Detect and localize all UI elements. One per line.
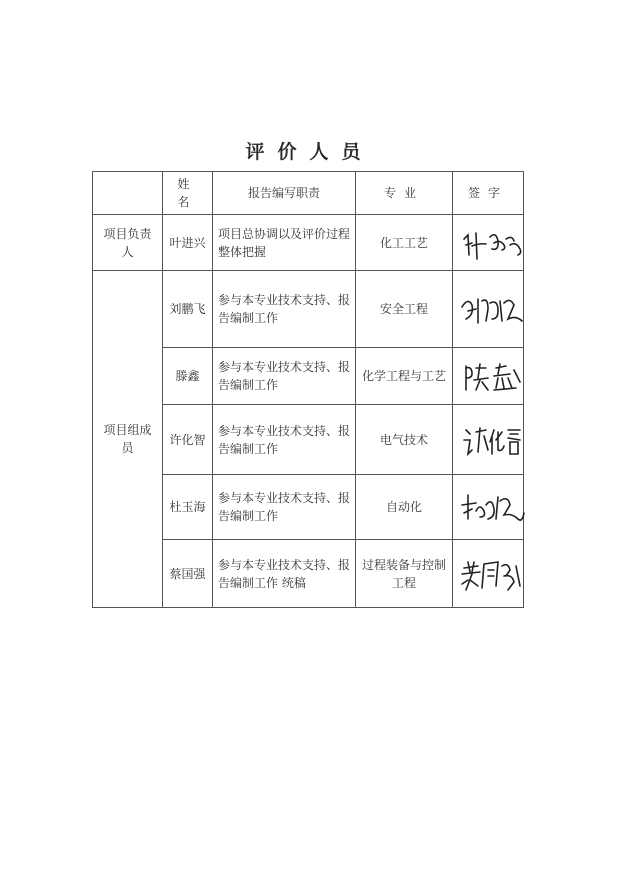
table-row bbox=[93, 215, 524, 271]
member-major: 化学工程与工艺 bbox=[356, 348, 453, 405]
member-duty: 参与本专业技术支持、报告编制工作 bbox=[213, 271, 356, 348]
header-duty: 报告编写职责 bbox=[213, 172, 356, 215]
member-name: 滕鑫 bbox=[163, 348, 213, 405]
header-major: 专业 bbox=[356, 172, 453, 215]
member-name: 刘鹏飞 bbox=[163, 271, 213, 348]
member-major: 安全工程 bbox=[356, 271, 453, 348]
member-name: 蔡国强 bbox=[163, 540, 213, 608]
member-name: 杜玉海 bbox=[163, 475, 213, 540]
handwritten-signature bbox=[458, 550, 528, 598]
signature-cell bbox=[453, 271, 524, 348]
handwritten-signature bbox=[458, 352, 528, 400]
header-signature: 签字 bbox=[453, 172, 524, 215]
table-row bbox=[93, 271, 524, 348]
member-name: 许化智 bbox=[163, 405, 213, 475]
header-role-blank bbox=[93, 172, 163, 215]
signature-cell bbox=[453, 348, 524, 405]
member-duty: 参与本专业技术支持、报告编制工作 bbox=[213, 405, 356, 475]
evaluator-table bbox=[92, 171, 524, 608]
handwritten-signature bbox=[458, 219, 528, 267]
handwritten-signature bbox=[458, 285, 528, 333]
member-major: 过程装备与控制工程 bbox=[356, 540, 453, 608]
handwritten-signature bbox=[458, 483, 528, 531]
member-major: 化工工艺 bbox=[356, 215, 453, 271]
table-header-row bbox=[93, 172, 524, 215]
member-duty: 参与本专业技术支持、报告编制工作 bbox=[213, 348, 356, 405]
member-duty: 参与本专业技术支持、报告编制工作 统稿 bbox=[213, 540, 356, 608]
member-major: 电气技术 bbox=[356, 405, 453, 475]
role-leader: 项目负责人 bbox=[93, 215, 163, 271]
member-major: 自动化 bbox=[356, 475, 453, 540]
signature-cell bbox=[453, 540, 524, 608]
member-duty: 项目总协调以及评价过程整体把握 bbox=[213, 215, 356, 271]
signature-cell bbox=[453, 215, 524, 271]
signature-cell bbox=[453, 475, 524, 540]
signature-cell bbox=[453, 405, 524, 475]
role-members: 项目组成员 bbox=[93, 271, 163, 608]
handwritten-signature bbox=[458, 416, 528, 464]
member-name: 叶进兴 bbox=[163, 215, 213, 271]
member-duty: 参与本专业技术支持、报告编制工作 bbox=[213, 475, 356, 540]
header-name: 姓名 bbox=[163, 172, 213, 215]
page-title: 评价人员 bbox=[245, 141, 374, 163]
